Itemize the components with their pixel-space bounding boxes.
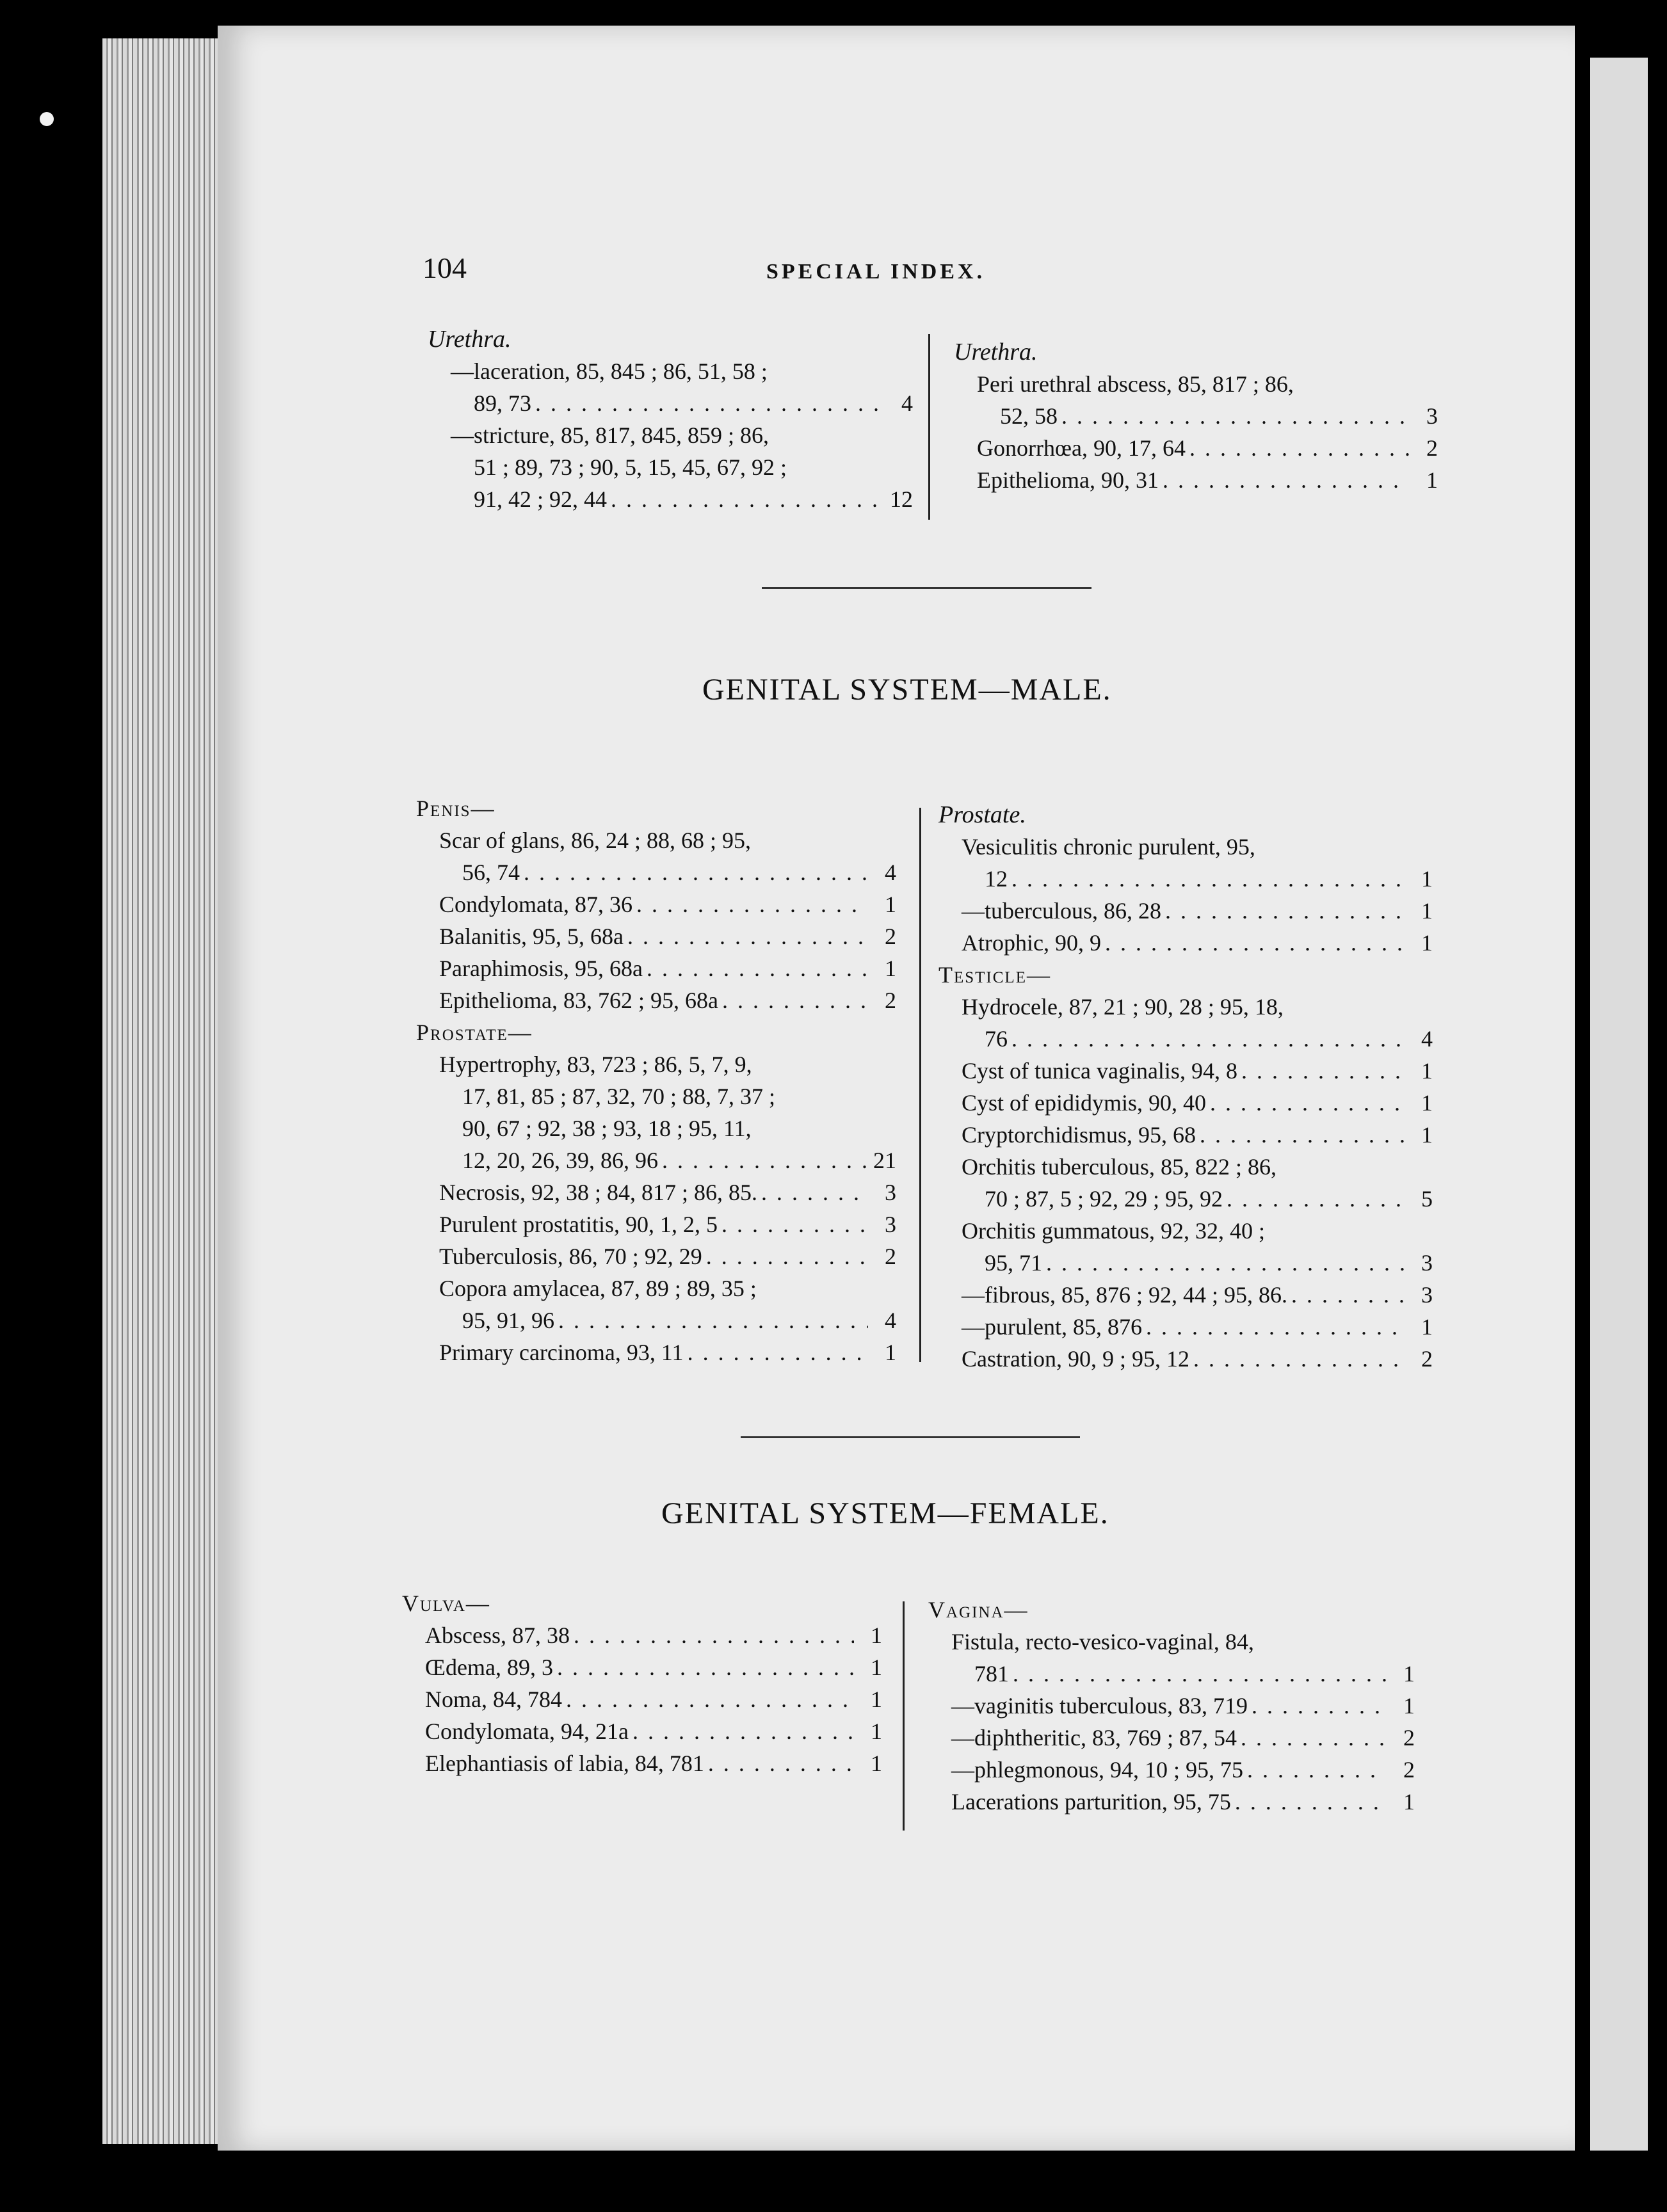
entry-count: 2	[885, 1244, 896, 1269]
entry-count: 1	[871, 1719, 882, 1744]
index-entry	[954, 368, 1438, 432]
entry-text: Tuberculosis, 86, 70 ; 92, 29	[439, 1244, 702, 1269]
scan-speck	[40, 112, 54, 126]
urethra-left-column	[428, 323, 913, 515]
leader-dots	[718, 984, 868, 1016]
entry-count: 2	[885, 988, 896, 1013]
entry-text: Condylomata, 94, 21a	[425, 1719, 629, 1744]
entry-count: 1	[885, 892, 896, 917]
index-entry	[402, 1619, 882, 1651]
entry-count: 3	[1426, 403, 1438, 429]
entry-text: Peri urethral abscess, 85, 817 ; 86,	[977, 371, 1294, 397]
entry-text: Œdema, 89, 3	[425, 1655, 553, 1680]
leader-dots	[1189, 1343, 1405, 1375]
entry-text: 52, 58	[1000, 403, 1058, 429]
female-left-column	[402, 1587, 882, 1779]
entry-count: 2	[1403, 1725, 1415, 1751]
entry-count: 4	[1421, 1026, 1433, 1052]
leader-dots	[1058, 400, 1410, 432]
leader-dots	[1223, 1183, 1405, 1215]
entry-count: 4	[901, 390, 913, 416]
entry-count: 4	[885, 1308, 896, 1333]
entry-text: Epithelioma, 83, 762 ; 95, 68a	[439, 988, 718, 1013]
leader-dots	[1159, 464, 1410, 496]
entry-text: 12, 20, 26, 39, 86, 96	[462, 1148, 658, 1173]
running-head	[423, 251, 999, 289]
index-entry-line	[416, 1272, 896, 1304]
index-entry-line	[928, 1786, 1415, 1818]
index-entry	[416, 824, 896, 888]
entry-text: Orchitis tuberculous, 85, 822 ; 86,	[962, 1154, 1276, 1180]
index-entry	[416, 952, 896, 984]
group-heading: Prostate.	[938, 801, 1026, 828]
index-entry	[938, 831, 1433, 895]
leader-dots	[684, 1336, 868, 1368]
leader-dots	[1231, 1786, 1387, 1818]
entry-text: —stricture, 85, 817, 845, 859 ; 86,	[451, 422, 769, 448]
male-section-title: GENITAL SYSTEM—MALE.	[702, 673, 1112, 707]
group-heading: Vulva—	[402, 1591, 490, 1616]
entry-count: 1	[871, 1623, 882, 1648]
index-entry	[928, 1754, 1415, 1786]
leader-dots	[632, 888, 868, 920]
entry-text: Copora amylacea, 87, 89 ; 89, 35 ;	[439, 1276, 757, 1301]
male-left-column	[416, 792, 896, 1368]
entry-text: Cyst of tunica vaginalis, 94, 8	[962, 1058, 1237, 1084]
index-entry-line	[428, 483, 913, 515]
leader-dots	[643, 952, 868, 984]
index-entry-line	[416, 1176, 896, 1208]
index-entry	[402, 1715, 882, 1747]
entry-count: 12	[890, 486, 913, 512]
index-entry-line	[928, 1658, 1415, 1690]
entry-count: 1	[871, 1751, 882, 1776]
leader-dots	[1161, 895, 1405, 927]
index-entry-line	[938, 1055, 1433, 1087]
entry-text: 51 ; 89, 73 ; 90, 5, 15, 45, 67, 92 ;	[474, 454, 787, 480]
entry-text: 17, 81, 85 ; 87, 32, 70 ; 88, 7, 37 ;	[462, 1084, 776, 1109]
group-heading: Penis—	[416, 796, 495, 821]
index-entry-line	[416, 1080, 896, 1112]
index-entry-line	[402, 1747, 882, 1779]
entry-text: Elephantiasis of labia, 84, 781	[425, 1751, 704, 1776]
female-right-column	[928, 1594, 1415, 1818]
leader-dots	[1287, 1279, 1405, 1311]
index-entry	[938, 927, 1433, 959]
index-entry-line	[416, 888, 896, 920]
index-entry	[928, 1626, 1415, 1690]
leader-dots	[658, 1144, 868, 1176]
entry-text: Fistula, recto-vesico-vaginal, 84,	[951, 1629, 1254, 1655]
index-entry-line	[402, 1715, 882, 1747]
index-entry-line	[938, 1151, 1433, 1183]
index-entry	[416, 1272, 896, 1336]
entry-text: 95, 71	[985, 1250, 1042, 1276]
entry-count: 3	[1421, 1250, 1433, 1276]
entry-text: Lacerations parturition, 95, 75	[951, 1789, 1231, 1815]
entry-text: Abscess, 87, 38	[425, 1623, 570, 1648]
index-entry-line	[954, 464, 1438, 496]
entry-text: 70 ; 87, 5 ; 92, 29 ; 95, 92	[985, 1186, 1223, 1212]
index-entry-line	[416, 1144, 896, 1176]
group-heading: Prostate—	[416, 1020, 533, 1045]
page-number: 104	[423, 252, 467, 284]
entry-text: Epithelioma, 90, 31	[977, 467, 1159, 493]
index-entry	[954, 464, 1438, 496]
leader-dots	[1008, 1023, 1405, 1055]
entry-count: 1	[871, 1687, 882, 1712]
entry-text: 89, 73	[474, 390, 531, 416]
index-entry-line	[416, 984, 896, 1016]
entry-count: 1	[885, 1340, 896, 1365]
leader-dots	[520, 856, 868, 888]
index-entry	[938, 1279, 1433, 1311]
entry-text: Gonorrhœa, 90, 17, 64	[977, 435, 1186, 461]
leader-dots	[624, 920, 868, 952]
entry-text: Cyst of epididymis, 90, 40	[962, 1090, 1207, 1116]
entry-count: 2	[1421, 1346, 1433, 1372]
entry-count: 1	[1403, 1789, 1415, 1815]
index-entry-line	[428, 387, 913, 419]
column-heading: Urethra.	[954, 339, 1038, 365]
entry-count: 1	[1421, 1122, 1433, 1148]
entry-text: —fibrous, 85, 876 ; 92, 44 ; 95, 86.	[962, 1282, 1287, 1308]
index-entry-line	[938, 991, 1433, 1023]
index-entry-line	[402, 1651, 882, 1683]
entry-text: Condylomata, 87, 36	[439, 892, 632, 917]
group-heading: Vagina—	[928, 1597, 1029, 1623]
entry-count: 1	[1421, 1314, 1433, 1340]
index-entry-line	[938, 895, 1433, 927]
running-head-title: SPECIAL INDEX.	[766, 260, 986, 284]
entry-count: 4	[885, 860, 896, 885]
entry-count: 1	[1421, 898, 1433, 924]
index-entry-line	[938, 927, 1433, 959]
leader-dots	[1008, 863, 1405, 895]
index-entry-line	[938, 1119, 1433, 1151]
index-entry	[428, 355, 913, 419]
index-entry	[402, 1747, 882, 1779]
book-page-edges	[102, 38, 224, 2144]
index-entry-line	[954, 400, 1438, 432]
index-entry	[416, 1048, 896, 1176]
entry-text: 91, 42 ; 92, 44	[474, 486, 608, 512]
leader-dots	[1101, 927, 1405, 959]
entry-text: Scar of glans, 86, 24 ; 88, 68 ; 95,	[439, 828, 751, 853]
group-heading: Testicle—	[938, 962, 1051, 988]
index-entry	[928, 1722, 1415, 1754]
entry-text: Atrophic, 90, 9	[962, 930, 1101, 956]
leader-dots	[704, 1747, 854, 1779]
leader-dots	[1237, 1722, 1387, 1754]
entry-count: 1	[885, 956, 896, 981]
leader-dots	[1009, 1658, 1387, 1690]
index-entry-line	[428, 419, 913, 451]
index-entry	[938, 895, 1433, 927]
index-entry-line	[938, 1247, 1433, 1279]
index-entry-line	[928, 1722, 1415, 1754]
index-entry-line	[402, 1683, 882, 1715]
index-entry	[928, 1786, 1415, 1818]
index-entry-line	[416, 1336, 896, 1368]
entry-count: 2	[885, 924, 896, 949]
entry-count: 1	[1403, 1693, 1415, 1719]
index-entry-line	[416, 1304, 896, 1336]
index-entry-line	[938, 1087, 1433, 1119]
index-entry-line	[416, 952, 896, 984]
leader-dots	[702, 1240, 868, 1272]
entry-text: Balanitis, 95, 5, 68a	[439, 924, 624, 949]
entry-count: 2	[1403, 1757, 1415, 1783]
index-entry-line	[416, 824, 896, 856]
index-entry-line	[928, 1754, 1415, 1786]
entry-count: 3	[885, 1180, 896, 1205]
leader-dots	[629, 1715, 854, 1747]
index-entry-line	[928, 1690, 1415, 1722]
entry-count: 3	[1421, 1282, 1433, 1308]
entry-text: Castration, 90, 9 ; 95, 12	[962, 1346, 1189, 1372]
entry-count: 5	[1421, 1186, 1433, 1212]
index-entry-line	[954, 432, 1438, 464]
index-entry-line	[938, 1343, 1433, 1375]
leader-dots	[554, 1304, 868, 1336]
column-divider	[903, 1601, 905, 1831]
entry-count: 1	[1426, 467, 1438, 493]
entry-text: 781	[974, 1661, 1009, 1687]
leader-dots	[1206, 1087, 1405, 1119]
index-entry-line	[402, 1619, 882, 1651]
index-entry-line	[938, 863, 1433, 895]
index-entry-line	[938, 1183, 1433, 1215]
entry-text: —laceration, 85, 845 ; 86, 51, 58 ;	[451, 358, 768, 384]
entry-text: 90, 67 ; 92, 38 ; 93, 18 ; 95, 11,	[462, 1116, 752, 1141]
column-divider	[928, 334, 930, 520]
index-entry-line	[938, 1023, 1433, 1055]
leader-dots	[1042, 1247, 1405, 1279]
entry-text: 56, 74	[462, 860, 520, 885]
facing-page-edge	[1590, 58, 1648, 2151]
index-entry-line	[954, 368, 1438, 400]
index-entry-line	[938, 1311, 1433, 1343]
index-entry	[416, 1176, 896, 1208]
leader-dots	[570, 1619, 854, 1651]
index-entry	[938, 1215, 1433, 1279]
index-entry-line	[938, 1215, 1433, 1247]
urethra-right-column	[954, 336, 1438, 496]
entry-count: 1	[871, 1655, 882, 1680]
male-right-column	[938, 799, 1433, 1375]
entry-count: 3	[885, 1212, 896, 1237]
entry-count: 1	[1421, 1058, 1433, 1084]
entry-text: Hydrocele, 87, 21 ; 90, 28 ; 95, 18,	[962, 994, 1284, 1020]
entry-text: Hypertrophy, 83, 723 ; 86, 5, 7, 9,	[439, 1052, 752, 1077]
leader-dots	[531, 387, 885, 419]
index-entry	[416, 984, 896, 1016]
section-rule	[741, 1436, 1080, 1438]
entry-text: Paraphimosis, 95, 68a	[439, 956, 643, 981]
index-entry	[416, 1240, 896, 1272]
index-entry-line	[416, 1240, 896, 1272]
entry-count: 1	[1421, 866, 1433, 892]
entry-text: Vesiculitis chronic purulent, 95,	[962, 834, 1255, 860]
index-entry	[928, 1690, 1415, 1722]
entry-text: Necrosis, 92, 38 ; 84, 817 ; 86, 85.	[439, 1180, 757, 1205]
section-rule	[762, 587, 1091, 589]
index-entry	[938, 1343, 1433, 1375]
index-entry-line	[416, 856, 896, 888]
entry-text: —tuberculous, 86, 28	[962, 898, 1161, 924]
entry-text: Cryptorchidismus, 95, 68	[962, 1122, 1196, 1148]
leader-dots	[1237, 1055, 1405, 1087]
entry-text: —vaginitis tuberculous, 83, 719	[951, 1693, 1248, 1719]
entry-text: 12	[985, 866, 1008, 892]
index-entry	[416, 1208, 896, 1240]
leader-dots	[553, 1651, 854, 1683]
column-divider	[919, 808, 921, 1362]
index-entry	[938, 1119, 1433, 1151]
index-entry	[938, 1151, 1433, 1215]
index-entry	[402, 1651, 882, 1683]
index-entry	[938, 1311, 1433, 1343]
leader-dots	[757, 1176, 868, 1208]
entry-count: 1	[1421, 930, 1433, 956]
index-entry	[402, 1683, 882, 1715]
female-section-title: GENITAL SYSTEM—FEMALE.	[661, 1496, 1109, 1530]
index-entry-line	[428, 451, 913, 483]
index-entry	[938, 991, 1433, 1055]
index-entry-line	[428, 355, 913, 387]
index-entry	[416, 1336, 896, 1368]
entry-count: 1	[1421, 1090, 1433, 1116]
index-entry	[416, 888, 896, 920]
index-entry-line	[928, 1626, 1415, 1658]
entry-count: 21	[873, 1148, 896, 1173]
entry-text: —diphtheritic, 83, 769 ; 87, 54	[951, 1725, 1237, 1751]
entry-text: 95, 91, 96	[462, 1308, 554, 1333]
leader-dots	[1243, 1754, 1387, 1786]
leader-dots	[607, 483, 885, 515]
entry-text: —purulent, 85, 876	[962, 1314, 1142, 1340]
entry-text: Primary carcinoma, 93, 11	[439, 1340, 684, 1365]
index-entry-line	[416, 920, 896, 952]
column-heading: Urethra.	[428, 326, 511, 353]
entry-count: 2	[1426, 435, 1438, 461]
entry-text: Purulent prostatitis, 90, 1, 2, 5	[439, 1212, 718, 1237]
leader-dots	[718, 1208, 868, 1240]
index-entry	[938, 1055, 1433, 1087]
leader-dots	[1142, 1311, 1405, 1343]
leader-dots	[1196, 1119, 1405, 1151]
leader-dots	[562, 1683, 854, 1715]
leader-dots	[1186, 432, 1410, 464]
entry-text: Noma, 84, 784	[425, 1687, 562, 1712]
index-entry-line	[416, 1208, 896, 1240]
index-entry	[938, 1087, 1433, 1119]
entry-count: 1	[1403, 1661, 1415, 1687]
entry-text: —phlegmonous, 94, 10 ; 95, 75	[951, 1757, 1243, 1783]
entry-text: 76	[985, 1026, 1008, 1052]
index-entry-line	[416, 1112, 896, 1144]
entry-text: Orchitis gummatous, 92, 32, 40 ;	[962, 1218, 1265, 1244]
index-entry-line	[416, 1048, 896, 1080]
index-entry	[416, 920, 896, 952]
index-entry-line	[938, 831, 1433, 863]
index-entry-line	[938, 1279, 1433, 1311]
index-entry	[428, 419, 913, 515]
index-entry	[954, 432, 1438, 464]
leader-dots	[1248, 1690, 1387, 1722]
